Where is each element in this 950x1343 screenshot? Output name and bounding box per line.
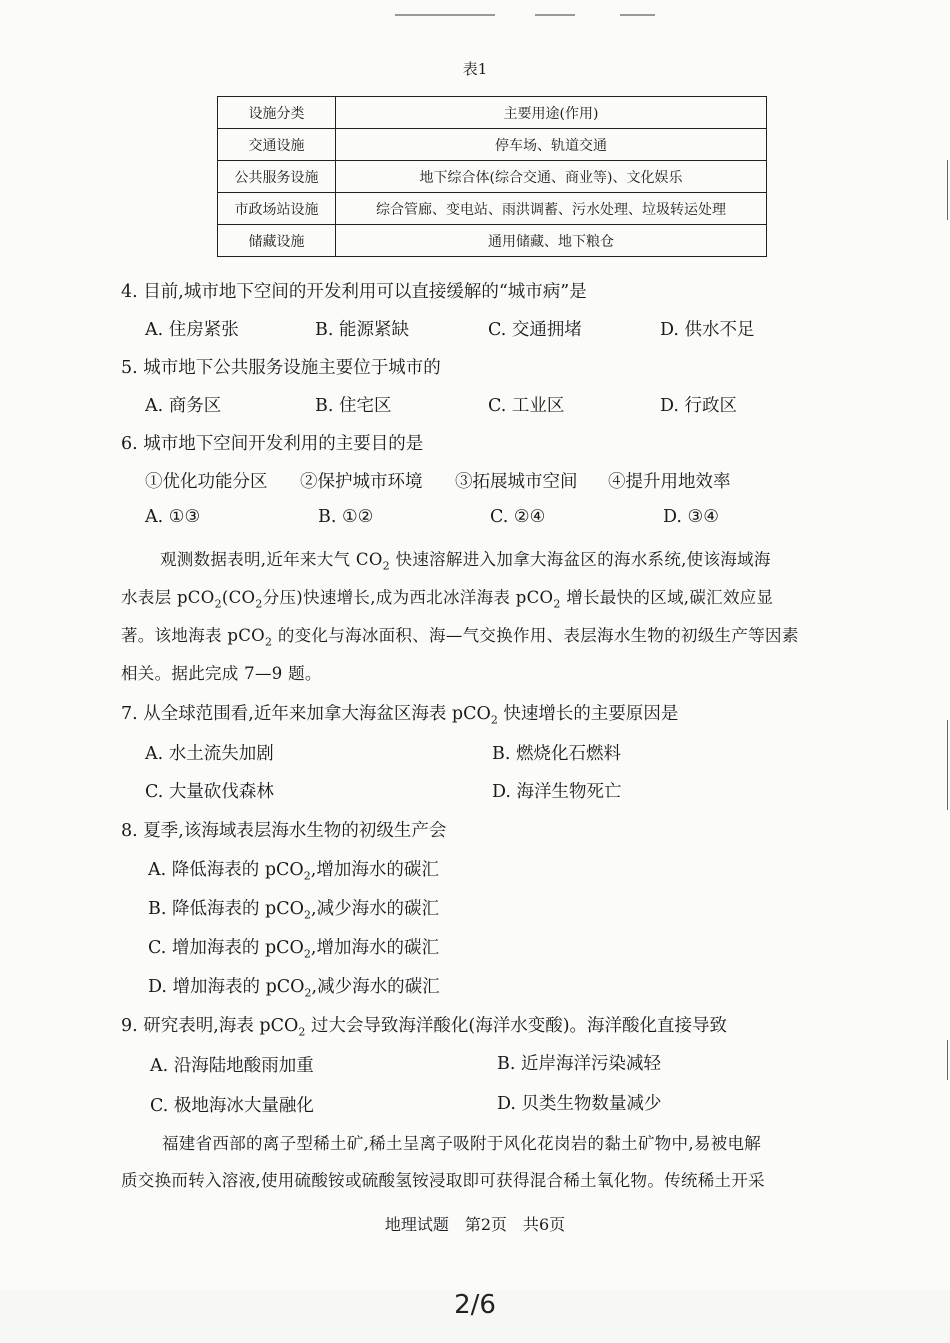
q7-option-a: A. 水土流失加剧 [145,744,274,764]
q6-choice-3: ③拓展城市空间 [455,472,578,492]
q9-option-d: D. 贝类生物数量减少 [497,1094,662,1114]
q8-option-b: B. 降低海表的 pCO$_2$,减少海水的碳汇 [148,899,440,922]
table-cell: 综合管廊、变电站、雨洪调蓄、污水处理、垃圾转运处理 [336,193,767,225]
q4-option-d: D. 供水不足 [660,320,755,340]
table-caption: 表1 [462,60,488,78]
q9-option-c: C. 极地海冰大量融化 [150,1096,314,1116]
q5-option-c: C. 工业区 [488,396,565,416]
passage-1-line: 水表层 $pCO_2(CO_2$分压)快速增长,成为西北冰洋海表 pCO$_2$ 增长最快的区域,碳汇效应显 [121,588,774,611]
q4-option-a: A. 住房紧张 [145,320,239,340]
q5-option-b: B. 住宅区 [315,396,392,416]
table-cell: 交通设施 [218,129,336,161]
passage-2-line: 质交换而转入溶液,使用硫酸铵或硫酸氢铵浸取即可获得混合稀土氧化物。传统稀土开采 [121,1171,765,1190]
table-row [218,161,767,193]
q8-option-a: A. 降低海表的 pCO$_2$,增加海水的碳汇 [148,860,439,883]
scan-edge-mark [947,1040,948,1080]
q6-option-b: B. ①② [318,507,374,527]
page-footer: 地理试题 第2页 共6页 [384,1215,566,1234]
q7-option-d: D. 海洋生物死亡 [492,782,622,802]
q9-option-b: B. 近岸海洋污染减轻 [497,1054,661,1074]
table-cell: 地下综合体(综合交通、商业等)、文化娱乐 [336,161,767,193]
q6-option-a: A. ①③ [145,507,201,527]
passage-1-line: 观测数据表明,近年来大气 $CO_2$ 快速溶解进入加拿大海盆区的海水系统,使该海域海 [160,550,771,573]
passage-1-line: 著。该地海表 pCO$_2$ 的变化与海冰面积、海—气交换作用、表层海水生物的初级生产等因素 [121,626,799,649]
question-6-stem: 6. 城市地下空间开发利用的主要目的是 [121,434,424,454]
q4-option-b: B. 能源紧缺 [315,320,409,340]
question-7-stem: 7. 从全球范围看,近年来加拿大海盆区海表 pCO$_2$ 快速增长的主要原因是 [121,704,679,727]
q6-option-d: D. ③④ [663,507,719,527]
question-4-stem: 4. 目前,城市地下空间的开发利用可以直接缓解的“城市病”是 [121,282,587,302]
facility-table [217,96,767,257]
table-header-row [218,97,767,129]
table-cell: 储藏设施 [218,225,336,257]
question-8-stem: 8. 夏季,该海域表层海水生物的初级生产会 [121,821,447,841]
table-cell: 公共服务设施 [218,161,336,193]
passage-2-line: 福建省西部的离子型稀土矿,稀土呈离子吸附于风化花岗岩的黏土矿物中,易被电解 [162,1134,762,1153]
question-9-stem: 9. 研究表明,海表 pCO$_2$ 过大会导致海洋酸化(海洋水变酸)。海洋酸化直接导致 [121,1016,728,1039]
q5-option-a: A. 商务区 [145,396,222,416]
table-cell: 停车场、轨道交通 [336,129,767,161]
table-cell: 市政场站设施 [218,193,336,225]
q7-option-b: B. 燃烧化石燃料 [492,744,621,764]
top-dash [620,14,655,16]
q4-option-c: C. 交通拥堵 [488,320,582,340]
scan-edge-mark [947,160,948,220]
top-dash [395,14,495,16]
q7-option-c: C. 大量砍伐森林 [145,782,274,802]
scan-edge-mark [947,720,948,810]
q8-option-c: C. 增加海表的 pCO$_2$,增加海水的碳汇 [148,938,439,961]
page-indicator: 2/6 [454,1290,496,1320]
q6-option-c: C. ②④ [490,507,546,527]
q6-choice-1: ①优化功能分区 [145,472,268,492]
table-row [218,129,767,161]
q6-choice-4: ④提升用地效率 [608,472,731,492]
q5-option-d: D. 行政区 [660,396,738,416]
question-5-stem: 5. 城市地下公共服务设施主要位于城市的 [121,358,441,378]
table-header-cell: 设施分类 [218,97,336,129]
q9-option-a: A. 沿海陆地酸雨加重 [150,1056,314,1076]
passage-1-line: 相关。据此完成 7—9 题。 [121,664,322,683]
table-row [218,193,767,225]
top-dash [535,14,575,16]
table-cell: 通用储藏、地下粮仓 [336,225,767,257]
table-row [218,225,767,257]
table-header-cell: 主要用途(作用) [336,97,767,129]
q6-choice-2: ②保护城市环境 [300,472,423,492]
q8-option-d: D. 增加海表的 pCO$_2$,减少海水的碳汇 [148,977,440,1000]
